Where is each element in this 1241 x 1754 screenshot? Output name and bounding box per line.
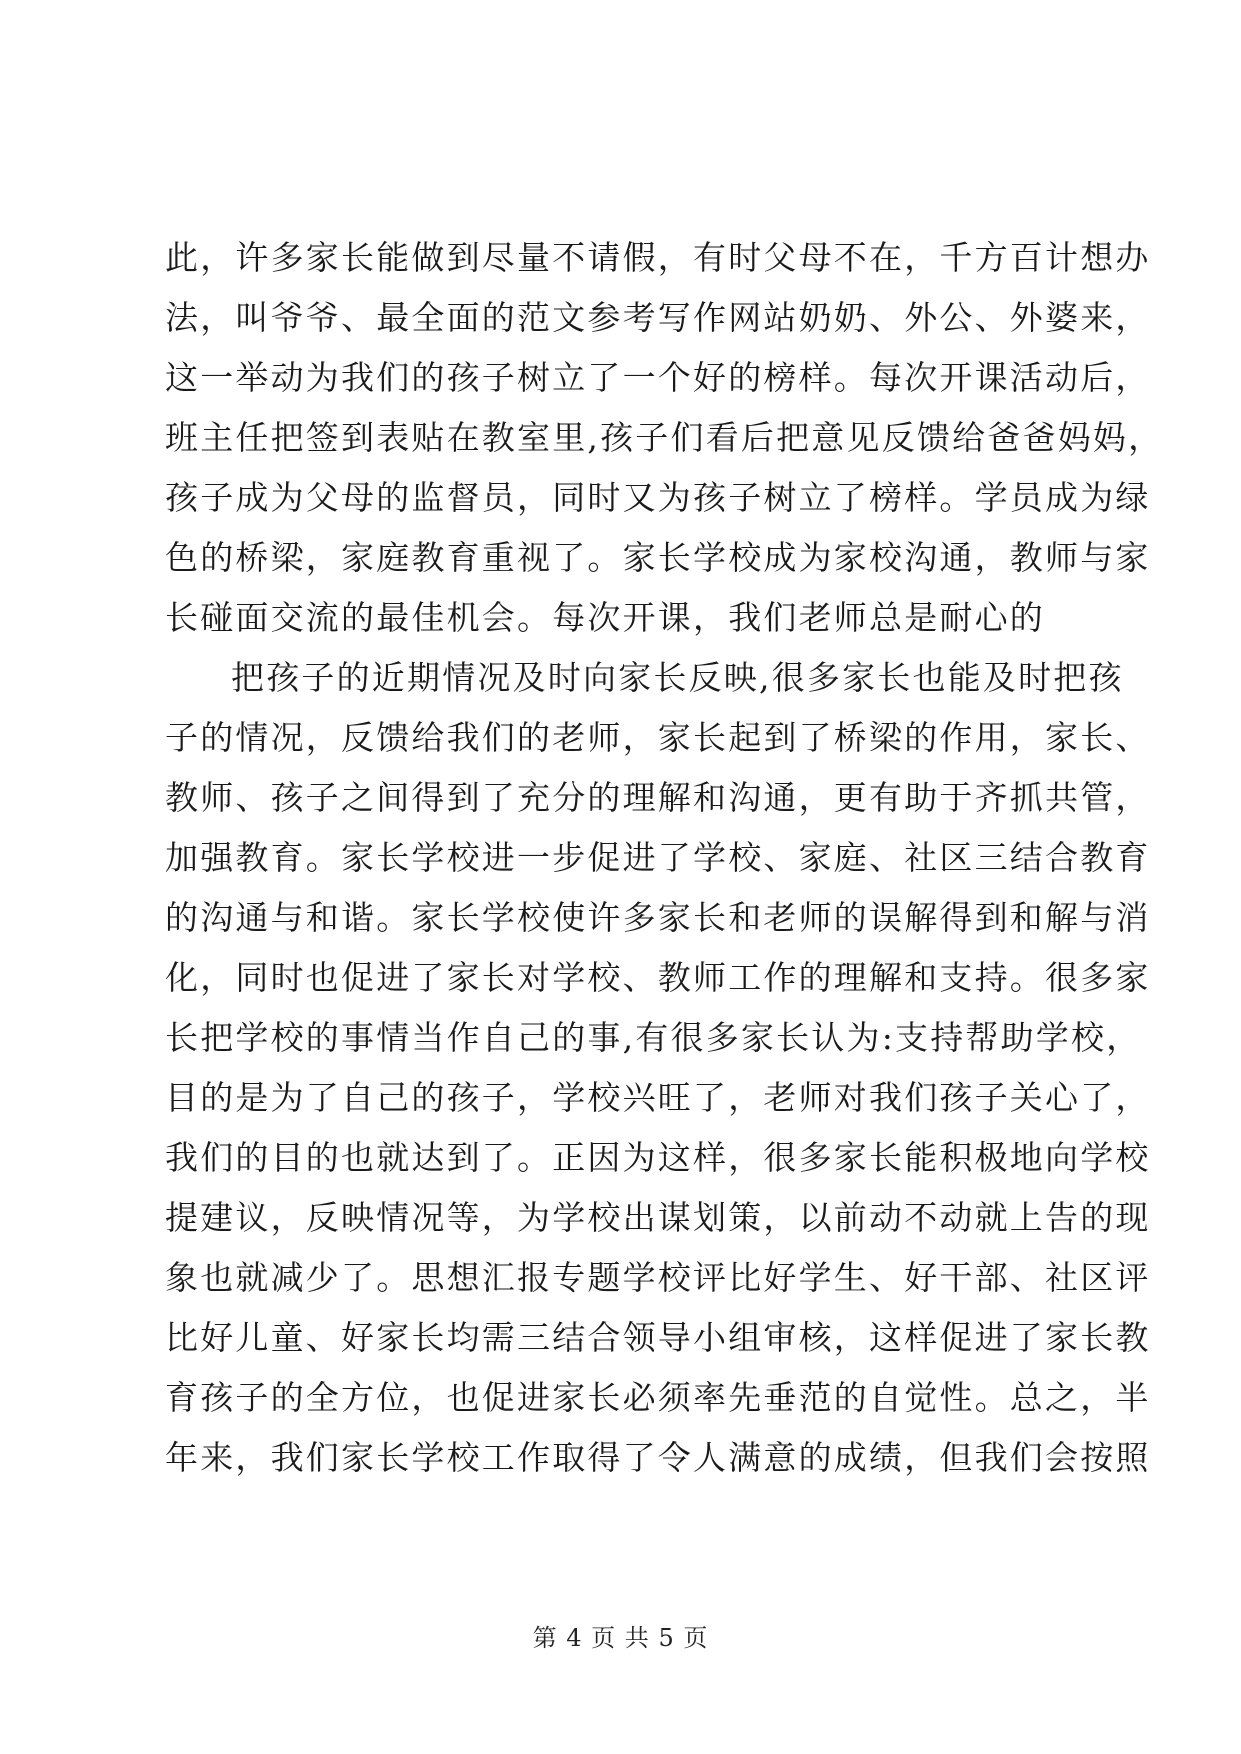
- text-line: 加强教育。家长学校进一步促进了学校、家庭、社区三结合教育: [165, 838, 1151, 877]
- text-line: 的沟通与和谐。家长学校使许多家长和老师的误解得到和解与消: [165, 898, 1151, 937]
- text-line: 化，同时也促进了家长对学校、教师工作的理解和支持。很多家: [165, 958, 1151, 997]
- text-line: 年来，我们家长学校工作取得了令人满意的成绩，但我们会按照: [165, 1438, 1151, 1477]
- text-line: 象也就减少了。思想汇报专题学校评比好学生、好干部、社区评: [165, 1258, 1151, 1297]
- text-line: 把孩子的近期情况及时向家长反映,很多家长也能及时把孩: [231, 658, 1124, 697]
- text-line: 比好儿童、好家长均需三结合领导小组审核，这样促进了家长教: [165, 1318, 1151, 1357]
- text-line: 教师、孩子之间得到了充分的理解和沟通，更有助于齐抓共管，: [165, 778, 1151, 817]
- document-body: [165, 228, 1164, 1488]
- text-line: 色的桥梁，家庭教育重视了。家长学校成为家校沟通，教师与家: [165, 538, 1151, 577]
- text-line: 孩子成为父母的监督员，同时又为孩子树立了榜样。学员成为绿: [165, 478, 1151, 517]
- text-line: 此，许多家长能做到尽量不请假，有时父母不在，千方百计想办: [165, 238, 1151, 277]
- text-line: 目的是为了自己的孩子，学校兴旺了，老师对我们孩子关心了，: [165, 1078, 1151, 1117]
- text-line: 班主任把签到表贴在教室里,孩子们看后把意见反馈给爸爸妈妈，: [165, 418, 1164, 457]
- text-line: 长碰面交流的最佳机会。每次开课，我们老师总是耐心的: [165, 598, 1045, 637]
- text-line: 我们的目的也就达到了。正因为这样，很多家长能积极地向学校: [165, 1138, 1151, 1177]
- text-line: 这一举动为我们的孩子树立了一个好的榜样。每次开课活动后，: [165, 358, 1151, 397]
- page-number-footer: 第 4 页 共 5 页: [532, 1624, 709, 1652]
- text-line: 育孩子的全方位，也促进家长必须率先垂范的自觉性。总之，半: [165, 1378, 1151, 1417]
- paragraph-1: [165, 228, 1164, 648]
- text-line: 提建议，反映情况等，为学校出谋划策，以前动不动就上告的现: [165, 1198, 1151, 1237]
- text-line: 长把学校的事情当作自己的事,有很多家长认为:支持帮助学校，: [165, 1018, 1142, 1057]
- text-line: 子的情况，反馈给我们的老师，家长起到了桥梁的作用，家长、: [165, 718, 1151, 757]
- text-line: 法，叫爷爷、最全面的范文参考写作网站奶奶、外公、外婆来，: [165, 298, 1151, 337]
- paragraph-2: [165, 648, 1151, 1488]
